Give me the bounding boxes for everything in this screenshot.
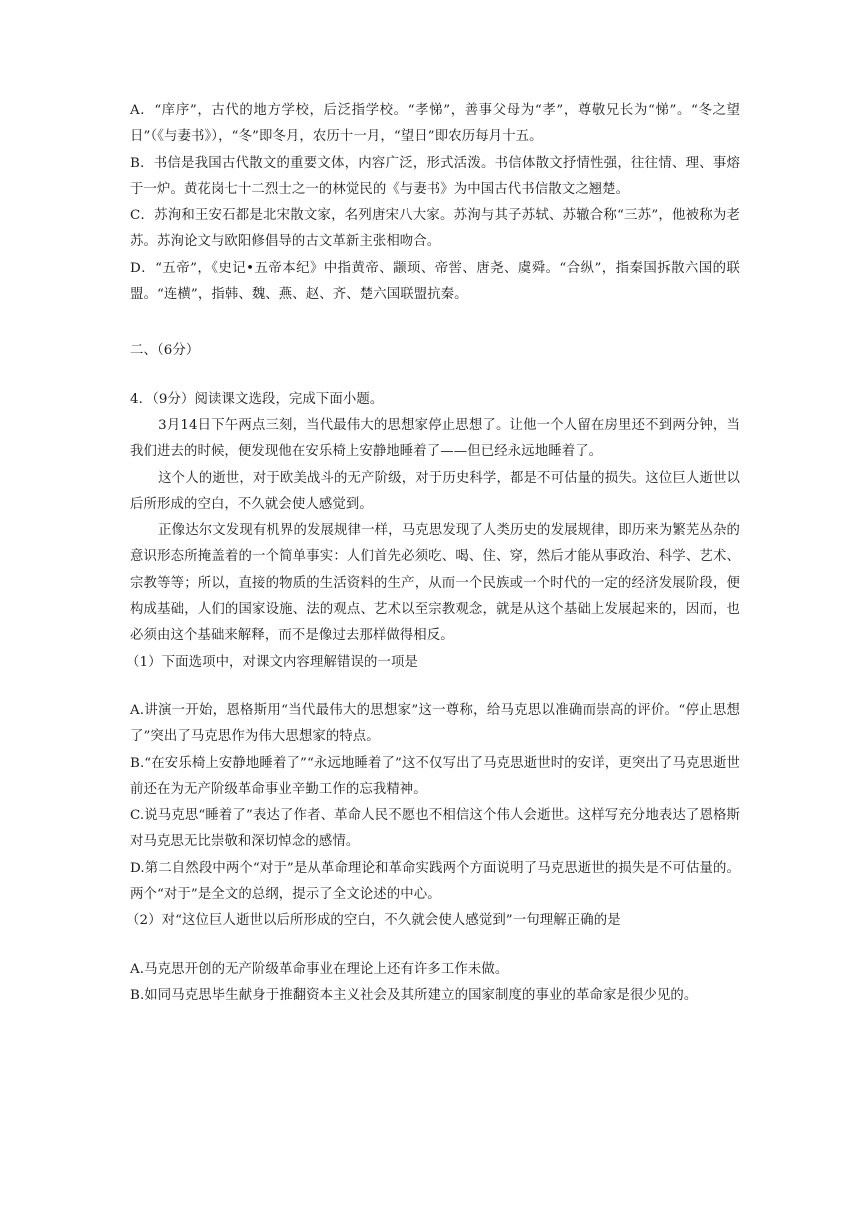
document-page [126, 98, 740, 1009]
sub1-option-c: C.说马克思“睡着了”表达了作者、革命人民不愿也不相信这个伟人会逝世。这样写充分地表达了恩格斯对马克思无比崇敬和深切悼念的感情。 [130, 808, 740, 850]
q3-option-d: D．“五帝”，《史记•五帝本纪》中指黄帝、颛顼、帝喾、唐尧、虞舜。“合纵”，指秦国拆散六国的联盟。“连横”，指韩、魏、燕、赵、齐、楚六国联盟抗秦。 [130, 260, 740, 303]
passage-paragraph-3: 正像达尔文发现有机界的发展规律一样，马克思发现了人类历史的发展规律，即历来为繁芜丛杂的意识形态所掩盖着的一个简单事实：人们首先必须吃、喝、住、穿，然后才能从事政治、科学、艺术、宗教等等；所以，直接的物质的生活资料的生产，从而一个民族或一个时代的一定的经济发展阶段，便构成基础，人们的国家设施、法的观点、艺术以至宗教观念，就是从这个基础上发展起来的，因而，也必须由这个基础来解释，而不是像过去那样做得相反。 [130, 523, 740, 644]
sub2-option-a: A.马克思开创的无产阶级革命事业在理论上还有许多工作未做。 [130, 961, 509, 977]
sub1-option-b: B.“在安乐椅上安静地睡着了”“永远地睡着了”这不仅写出了马克思逝世时的安详，更突出了马克思逝世前还在为无产阶级革命事业辛勤工作的忘我精神。 [130, 755, 740, 797]
section-two-heading: 二、（6分） [130, 343, 200, 359]
passage-paragraph-2: 这个人的逝世，对于欧美战斗的无产阶级，对于历史科学，都是不可估量的损失。这位巨人逝世以后所形成的空白，不久就会使人感觉到。 [130, 470, 740, 512]
q3-option-b: B．书信是我国古代散文的重要文体，内容广泛，形式活泼。书信体散文抒情性强，往往情、理、事熔于一炉。黄花岗七十二烈士之一的林觉民的《与妻书》为中国古代书信散文之翘楚。 [130, 155, 740, 197]
passage-paragraph-1: 3月14日下午两点三刻，当代最伟大的思想家停止思想了。让他一个人留在房里还不到两分钟，当我们进去的时候，便发现他在安乐椅上安静地睡着了——但已经永远地睡着了。 [130, 417, 740, 460]
sub1-option-a: A.讲演一开始，恩格斯用“当代最伟大的思想家”这一尊称，给马克思以准确而崇高的评价。“停止思想了”突出了马克思作为伟大思想家的特点。 [130, 702, 740, 745]
sub2-option-b: B.如同马克思毕生献身于推翻资本主义社会及其所建立的国家制度的事业的革命家是很少见的。 [130, 987, 698, 1003]
q4-stem: 4．（9分）阅读课文选段，完成下面小题。 [130, 391, 384, 407]
sub-question-2: （2）对“这位巨人逝世以后所形成的空白，不久就会使人感觉到”一句理解正确的是 [126, 913, 621, 929]
sub1-option-d: D.第二自然段中两个“对于”是从革命理论和革命实践两个方面说明了马克思逝世的损失是不可估量的。两个“对于”是全文的总纲，提示了全文论述的中心。 [130, 860, 740, 903]
sub-question-1: （1）下面选项中，对课文内容理解错误的一项是 [126, 654, 418, 670]
q3-option-c: C．苏洵和王安石都是北宋散文家，名列唐宋八大家。苏洵与其子苏轼、苏辙合称“三苏”，他被称为老苏。苏洵论文与欧阳修倡导的古文革新主张相吻合。 [130, 208, 740, 250]
q3-option-a: A．“庠序”，古代的地方学校，后泛指学校。“孝悌”，善事父母为“孝”，尊敬兄长为“悌”。“冬之望日”（《与妻书》），“冬”即冬月，农历十一月，“望日”即农历每月十五。 [130, 103, 740, 145]
